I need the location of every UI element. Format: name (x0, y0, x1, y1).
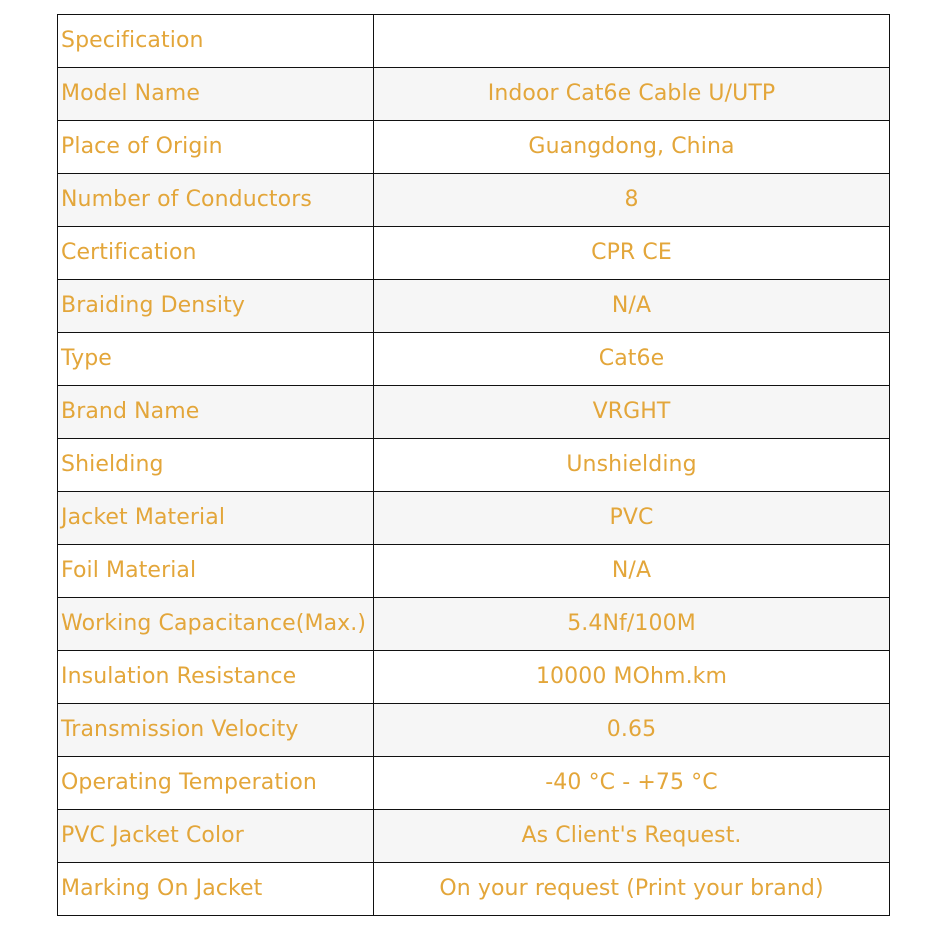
row-label: Working Capacitance(Max.) (58, 598, 374, 651)
table-row-working-capacitance (58, 598, 890, 651)
table-row-marking-on-jacket (58, 863, 890, 916)
row-label: Insulation Resistance (58, 651, 374, 704)
row-value: Indoor Cat6e Cable U/UTP (374, 68, 890, 121)
table-row-transmission-velocity (58, 704, 890, 757)
table-row-shielding (58, 439, 890, 492)
row-label: PVC Jacket Color (58, 810, 374, 863)
table-row-certification (58, 227, 890, 280)
row-value: 5.4Nf/100M (374, 598, 890, 651)
row-value: As Client's Request. (374, 810, 890, 863)
row-label: Marking On Jacket (58, 863, 374, 916)
row-label: Specification (58, 15, 374, 68)
row-value: -40 °C - +75 °C (374, 757, 890, 810)
table-row-pvc-jacket-color (58, 810, 890, 863)
row-label: Type (58, 333, 374, 386)
row-label: Shielding (58, 439, 374, 492)
row-label: Place of Origin (58, 121, 374, 174)
row-label: Braiding Density (58, 280, 374, 333)
row-value: Guangdong, China (374, 121, 890, 174)
row-value: Cat6e (374, 333, 890, 386)
row-label: Transmission Velocity (58, 704, 374, 757)
specification-table-body (58, 15, 890, 916)
row-value: CPR CE (374, 227, 890, 280)
row-label: Foil Material (58, 545, 374, 598)
row-label: Brand Name (58, 386, 374, 439)
row-value: 10000 MOhm.km (374, 651, 890, 704)
row-value (374, 15, 890, 68)
specification-table (57, 14, 890, 916)
table-row-insulation-resistance (58, 651, 890, 704)
row-value: PVC (374, 492, 890, 545)
row-value: N/A (374, 545, 890, 598)
table-row-operating-temperation (58, 757, 890, 810)
row-value: 0.65 (374, 704, 890, 757)
row-label: Number of Conductors (58, 174, 374, 227)
table-row-number-of-conductors (58, 174, 890, 227)
table-row-braiding-density (58, 280, 890, 333)
table-row-place-of-origin (58, 121, 890, 174)
row-value: 8 (374, 174, 890, 227)
row-value: On your request (Print your brand) (374, 863, 890, 916)
row-label: Model Name (58, 68, 374, 121)
row-value: VRGHT (374, 386, 890, 439)
table-row-specification (58, 15, 890, 68)
row-value: N/A (374, 280, 890, 333)
table-row-jacket-material (58, 492, 890, 545)
table-row-type (58, 333, 890, 386)
row-label: Operating Temperation (58, 757, 374, 810)
table-row-model-name (58, 68, 890, 121)
row-value: Unshielding (374, 439, 890, 492)
row-label: Jacket Material (58, 492, 374, 545)
table-row-brand-name (58, 386, 890, 439)
row-label: Certification (58, 227, 374, 280)
table-row-foil-material (58, 545, 890, 598)
